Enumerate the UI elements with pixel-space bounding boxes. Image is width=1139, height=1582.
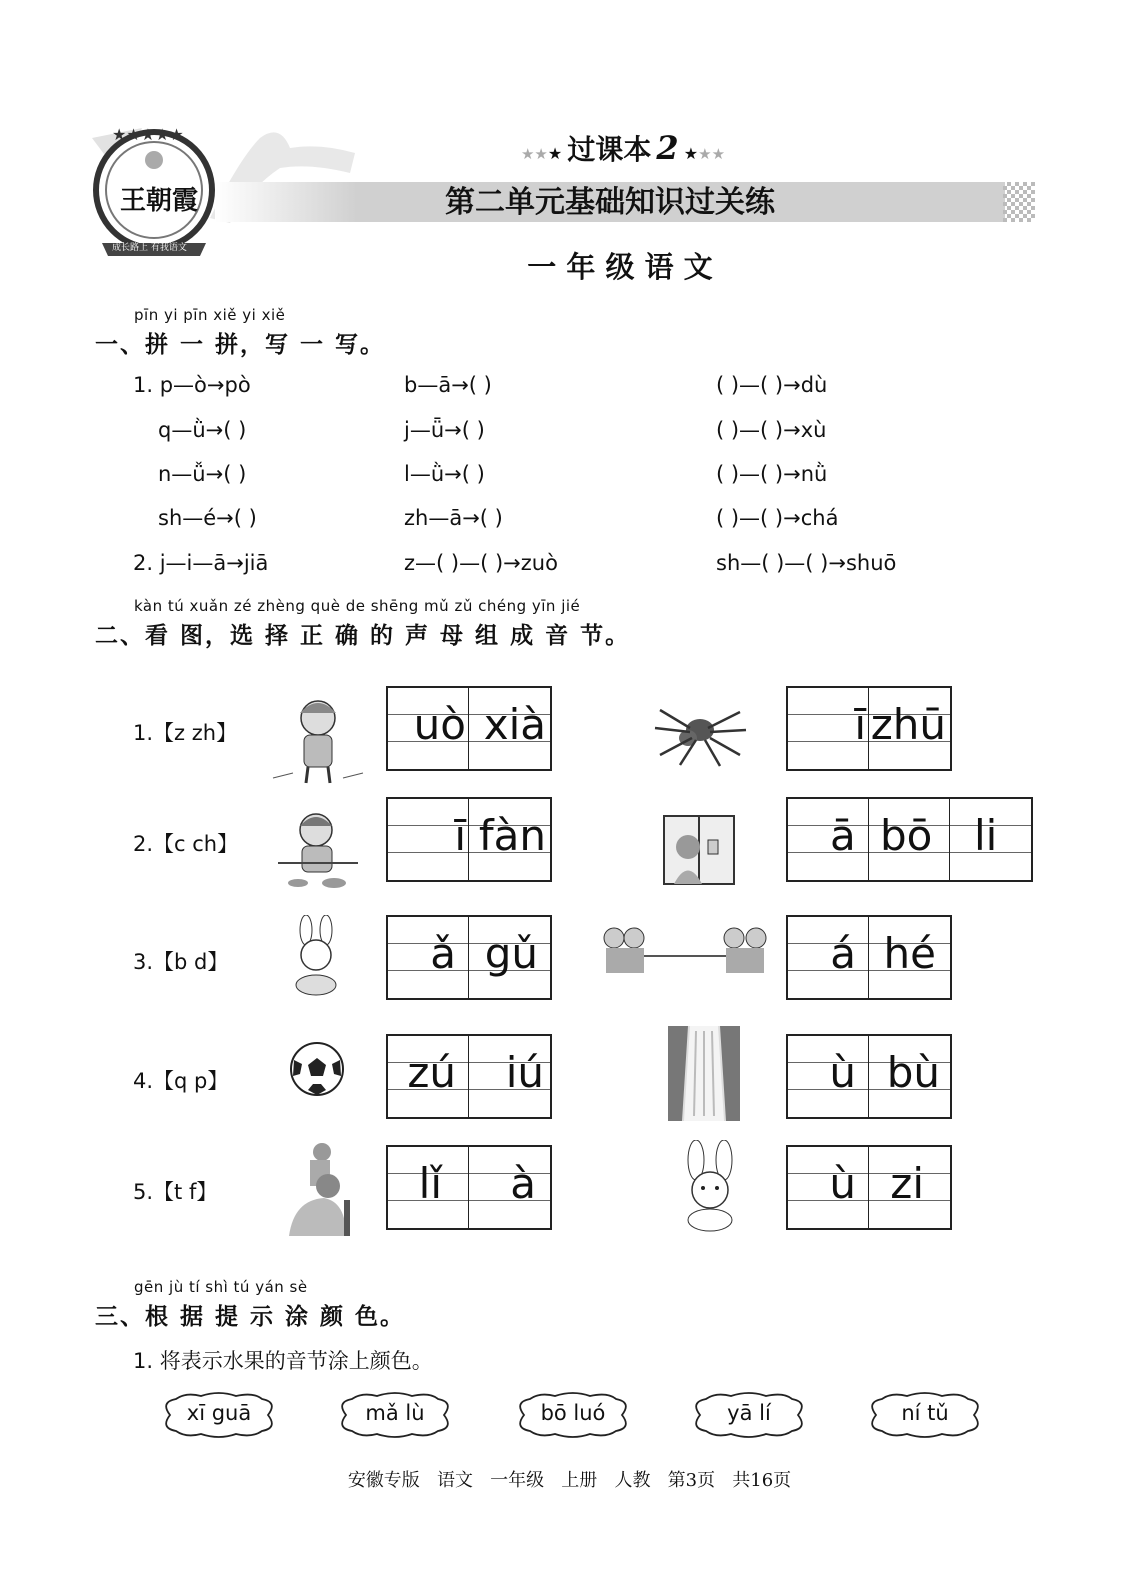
s1-r3-c1: n—ǚ→( ) bbox=[158, 462, 247, 486]
s2-item5-left-syl2: à bbox=[510, 1159, 536, 1208]
s2-item4-left-grid bbox=[386, 1034, 552, 1119]
girl-crying-picture bbox=[268, 693, 368, 788]
s2-item3-right-syl1: á bbox=[830, 929, 856, 978]
s2-item1-right-syl1: ī bbox=[854, 700, 866, 749]
rabbit-drum-picture bbox=[284, 915, 348, 1000]
waterfall-picture bbox=[668, 1026, 740, 1121]
s1-r1-c1: 1. p—ò→pò bbox=[133, 373, 251, 397]
s1-r2-c2: j—ǖ→( ) bbox=[404, 418, 485, 442]
s1-r4-c1: sh—é→( ) bbox=[158, 506, 257, 530]
s1-r2-c3: ( )—( )→xù bbox=[716, 418, 827, 442]
cloud-boluo[interactable] bbox=[510, 1390, 636, 1440]
cloud-nitu[interactable] bbox=[862, 1390, 988, 1440]
s2-item3-left-syl2: gǔ bbox=[484, 929, 538, 978]
cloud-xigua[interactable] bbox=[156, 1390, 282, 1440]
series-title: ★★★ 过课本 2 ★★★ bbox=[520, 129, 726, 167]
s2-item1-label: 1.【z zh】 bbox=[133, 721, 238, 745]
s2-item1-left-syl2: xià bbox=[483, 700, 546, 749]
s2-item1-right-grid bbox=[786, 686, 952, 771]
s2-item3-label: 3.【b d】 bbox=[133, 950, 229, 974]
s2-item5-label: 5.【t f】 bbox=[133, 1180, 218, 1204]
checker-decoration bbox=[1003, 182, 1035, 222]
s2-item4-left-syl1: zú bbox=[407, 1048, 456, 1097]
s2-item2-left-syl1: ī bbox=[454, 811, 466, 860]
s1-r1-c2: b—ā→( ) bbox=[404, 373, 492, 397]
s2-item5-left-grid bbox=[386, 1145, 552, 1230]
s2-item1-right-syl2: zhū bbox=[870, 700, 946, 749]
section2-pinyin: kàn tú xuǎn zé zhèng què de shēng mǔ zǔ chéng yīn jié bbox=[134, 597, 581, 615]
football-picture bbox=[288, 1040, 346, 1098]
page-footer: 安徽专版 语文 一年级 上册 人教 第3页 共16页 bbox=[347, 1470, 792, 1491]
s2-item4-left-syl2: iú bbox=[505, 1048, 544, 1097]
section3-title: 三、根 据 提 示 涂 颜 色。 bbox=[95, 1304, 406, 1330]
s2-item5-left-syl1: lǐ bbox=[418, 1159, 442, 1208]
cloud-malu-label: mǎ lù bbox=[365, 1401, 425, 1425]
s1-r3-c2: l—ǜ→( ) bbox=[404, 462, 485, 486]
s2-item2-right-syl2: bō bbox=[880, 811, 933, 860]
cloud-xigua-label: xī guā bbox=[186, 1401, 252, 1425]
logo-tag: 成长路上 有我语文 bbox=[112, 243, 187, 253]
s2-item5-right-syl2: zi bbox=[890, 1159, 924, 1208]
s1-r2-c1: q—ǜ→( ) bbox=[158, 418, 247, 442]
series-label: 过课本 bbox=[567, 133, 652, 166]
s2-item3-left-grid bbox=[386, 915, 552, 1000]
s2-item3-right-syl2: hé bbox=[883, 929, 936, 978]
s2-item1-left-grid bbox=[386, 686, 552, 771]
cloud-nitu-label: ní tǔ bbox=[901, 1401, 949, 1425]
s1-r5-c1: 2. j—i—ā→jiā bbox=[133, 551, 269, 575]
rabbit-picture bbox=[674, 1140, 746, 1232]
s2-item4-right-syl2: bù bbox=[886, 1048, 940, 1097]
s2-item3-right-grid bbox=[786, 915, 952, 1000]
s1-r4-c3: ( )—( )→chá bbox=[716, 506, 839, 530]
s2-item1-left-syl1: uò bbox=[413, 700, 466, 749]
section3-question1: 1. 将表示水果的音节涂上颜色。 bbox=[133, 1349, 433, 1373]
cloud-boluo-label: bō luó bbox=[540, 1401, 606, 1425]
s2-item2-right-syl3: li bbox=[974, 811, 998, 860]
cloud-yali[interactable] bbox=[686, 1390, 812, 1440]
cloud-malu[interactable] bbox=[332, 1390, 458, 1440]
s2-item2-left-syl2: fàn bbox=[478, 811, 546, 860]
s2-item2-left-grid bbox=[386, 797, 552, 882]
s1-r3-c3: ( )—( )→nǜ bbox=[716, 462, 828, 486]
section1-pinyin: pīn yi pīn xiě yi xiě bbox=[134, 306, 286, 324]
series-number: 2 bbox=[656, 129, 679, 167]
s2-item2-right-grid bbox=[786, 797, 1033, 882]
s2-item5-right-grid bbox=[786, 1145, 952, 1230]
s1-r5-c2: z—( )—( )→zuò bbox=[404, 551, 558, 575]
logo-text: 王朝霞 bbox=[120, 186, 199, 216]
s1-r4-c2: zh—ā→( ) bbox=[404, 506, 503, 530]
s2-item3-left-syl1: ǎ bbox=[430, 929, 456, 978]
s2-item4-right-grid bbox=[786, 1034, 952, 1119]
section2-title: 二、看 图，选 择 正 确 的 声 母 组 成 音 节。 bbox=[95, 623, 631, 649]
page-subtitle: 一 年 级 语 文 bbox=[527, 250, 713, 284]
window-cleaning-picture bbox=[660, 812, 738, 887]
s2-item4-right-syl1: ù bbox=[829, 1048, 856, 1097]
page-title: 第二单元基础知识过关练 bbox=[445, 185, 775, 220]
s2-item2-right-syl1: ā bbox=[830, 811, 856, 860]
s2-item2-label: 2.【c ch】 bbox=[133, 832, 239, 856]
spider-picture bbox=[650, 700, 750, 770]
tug-of-war-picture bbox=[594, 918, 776, 993]
cloud-yali-label: yā lí bbox=[727, 1401, 771, 1425]
s2-item5-right-syl1: ù bbox=[829, 1159, 856, 1208]
section3-pinyin: gēn jù tí shì tú yán sè bbox=[134, 1278, 308, 1296]
s1-r1-c3: ( )—( )→dù bbox=[716, 373, 828, 397]
haircut-picture bbox=[284, 1140, 354, 1236]
svg-text:★★★★★: ★★★★★ bbox=[112, 125, 184, 144]
boy-eating-picture bbox=[278, 808, 358, 893]
s2-item4-label: 4.【q p】 bbox=[133, 1069, 229, 1093]
s1-r5-c3: sh—( )—( )→shuō bbox=[716, 551, 897, 575]
section1-title: 一、拼 一 拼，写 一 写。 bbox=[95, 332, 386, 358]
